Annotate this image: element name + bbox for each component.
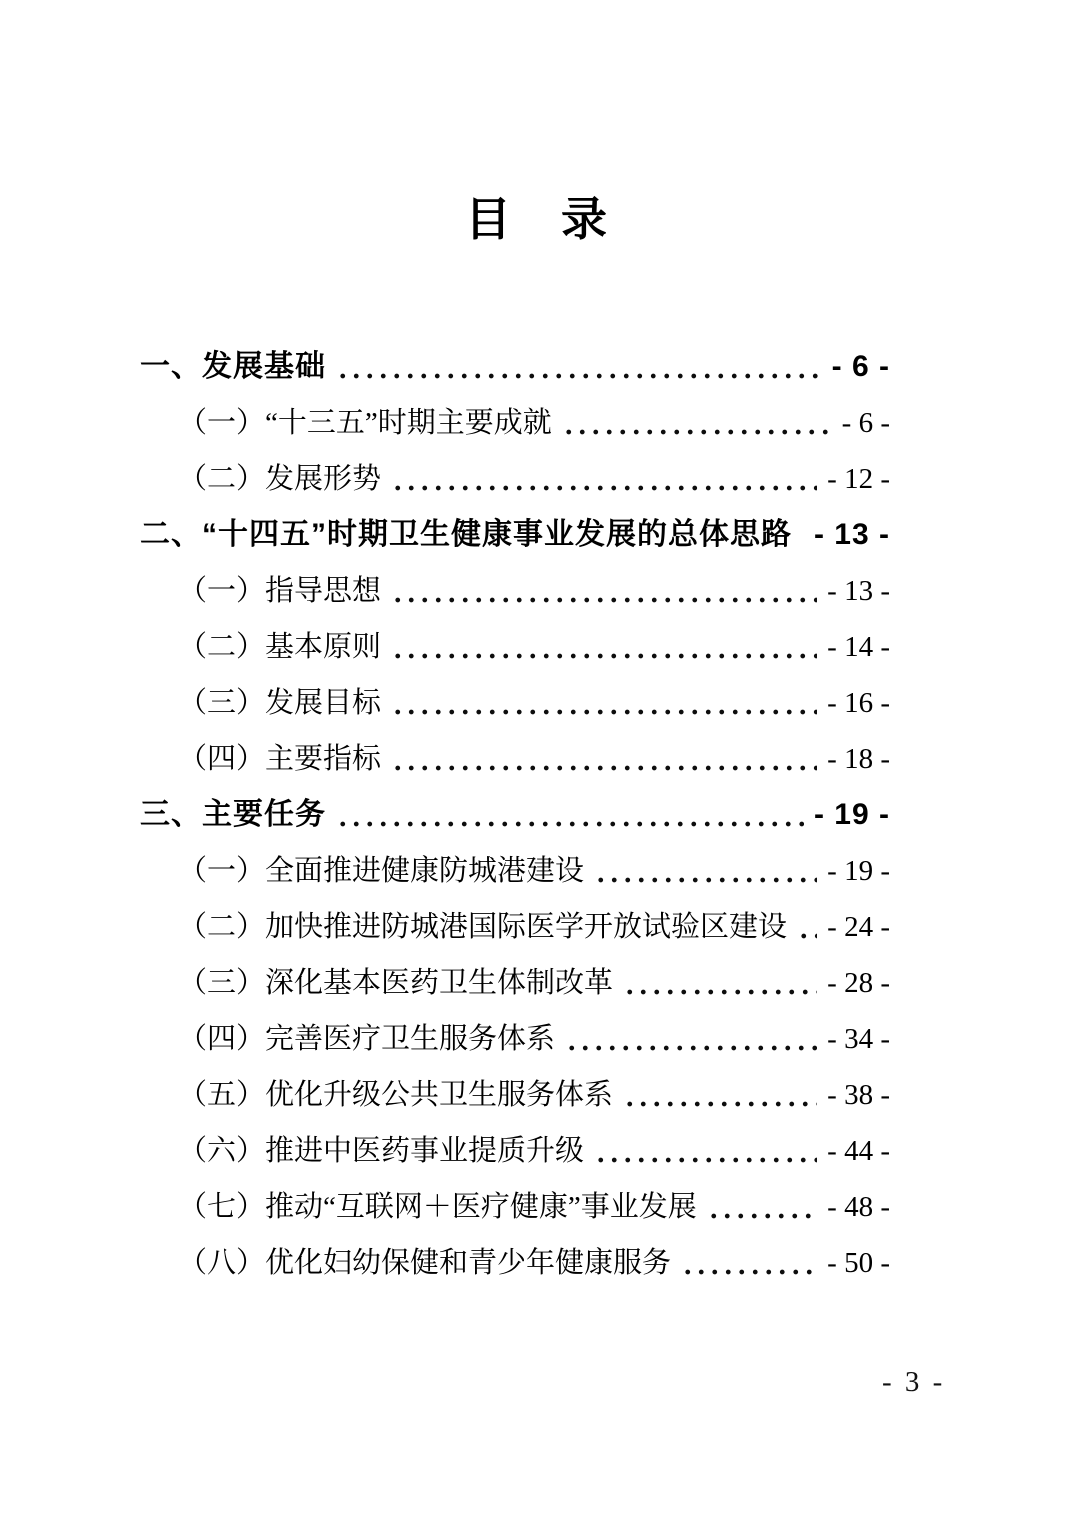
toc-entry	[140, 1179, 890, 1235]
toc-entry	[140, 619, 890, 675]
toc-entry-label: （三）发展目标	[178, 687, 382, 719]
toc-entry-label: 二、“十四五”时期卫生健康事业发展的总体思路	[140, 518, 792, 551]
toc-entry	[140, 1123, 890, 1179]
toc-entry-page: - 28 -	[827, 967, 890, 999]
dot-leader	[592, 843, 817, 899]
toc-entry-label: 三、主要任务	[140, 798, 326, 831]
toc-entry	[140, 339, 890, 395]
toc-entry-page: - 6 -	[831, 350, 890, 383]
dot-leader	[334, 787, 804, 843]
toc-entry-page: - 19 -	[827, 855, 890, 887]
dot-leader	[389, 563, 817, 619]
toc-entry-label: （七）推动“互联网＋医疗健康”事业发展	[178, 1191, 697, 1223]
toc-entry-label: （四）主要指标	[178, 743, 382, 775]
toc-entry-label: （六）推进中医药事业提质升级	[178, 1135, 585, 1167]
dot-leader	[621, 955, 817, 1011]
toc-entry-label: （二）加快推进防城港国际医学开放试验区建设	[178, 911, 788, 943]
page-title: 目 录	[465, 194, 609, 245]
toc-entry-label: （二）基本原则	[178, 631, 382, 663]
dot-leader	[389, 619, 817, 675]
toc-entry	[140, 507, 890, 563]
toc-entry-page: - 18 -	[827, 743, 890, 775]
toc-entry-label: （八）优化妇幼保健和青少年健康服务	[178, 1247, 672, 1279]
dot-leader	[389, 675, 817, 731]
toc-entry-page: - 6 -	[841, 407, 890, 439]
toc-entry-page: - 12 -	[827, 463, 890, 495]
toc-entry	[140, 451, 890, 507]
dot-leader	[621, 1067, 817, 1123]
toc-entry-label: （一）“十三五”时期主要成就	[178, 407, 552, 439]
toc-entry-page: - 16 -	[827, 687, 890, 719]
toc-entry-page: - 13 -	[813, 518, 890, 551]
toc-entry-page: - 14 -	[827, 631, 890, 663]
toc-entry	[140, 1011, 890, 1067]
dot-leader	[705, 1179, 817, 1235]
dot-leader	[560, 395, 832, 451]
dot-leader	[334, 339, 822, 395]
toc-entry-page: - 44 -	[827, 1135, 890, 1167]
toc-entry	[140, 1235, 890, 1291]
toc-entry-label: 一、发展基础	[140, 350, 326, 383]
dot-leader	[389, 731, 817, 787]
toc-entry-label: （五）优化升级公共卫生服务体系	[178, 1079, 614, 1111]
toc-entry-label: （一）全面推进健康防城港建设	[178, 855, 585, 887]
dot-leader	[679, 1235, 817, 1291]
toc-entry	[140, 899, 890, 955]
toc-entry-label: （四）完善医疗卫生服务体系	[178, 1023, 556, 1055]
page-number-footer: - 3 -	[882, 1366, 946, 1398]
toc-entry	[140, 395, 890, 451]
table-of-contents	[140, 339, 890, 1291]
toc-entry	[140, 1067, 890, 1123]
dot-leader	[389, 451, 817, 507]
dot-leader	[800, 507, 804, 563]
dot-leader	[563, 1011, 817, 1067]
toc-entry-page: - 48 -	[827, 1191, 890, 1223]
toc-entry	[140, 731, 890, 787]
toc-entry	[140, 843, 890, 899]
toc-entry-label: （一）指导思想	[178, 575, 382, 607]
toc-entry-label: （三）深化基本医药卫生体制改革	[178, 967, 614, 999]
toc-entry-page: - 34 -	[827, 1023, 890, 1055]
toc-entry	[140, 787, 890, 843]
toc-entry	[140, 675, 890, 731]
toc-entry-label: （二）发展形势	[178, 463, 382, 495]
toc-entry-page: - 13 -	[827, 575, 890, 607]
toc-entry-page: - 19 -	[813, 798, 890, 831]
dot-leader	[795, 899, 817, 955]
toc-entry-page: - 50 -	[827, 1247, 890, 1279]
toc-entry	[140, 955, 890, 1011]
toc-entry-page: - 38 -	[827, 1079, 890, 1111]
toc-entry	[140, 563, 890, 619]
dot-leader	[592, 1123, 817, 1179]
toc-entry-page: - 24 -	[827, 911, 890, 943]
